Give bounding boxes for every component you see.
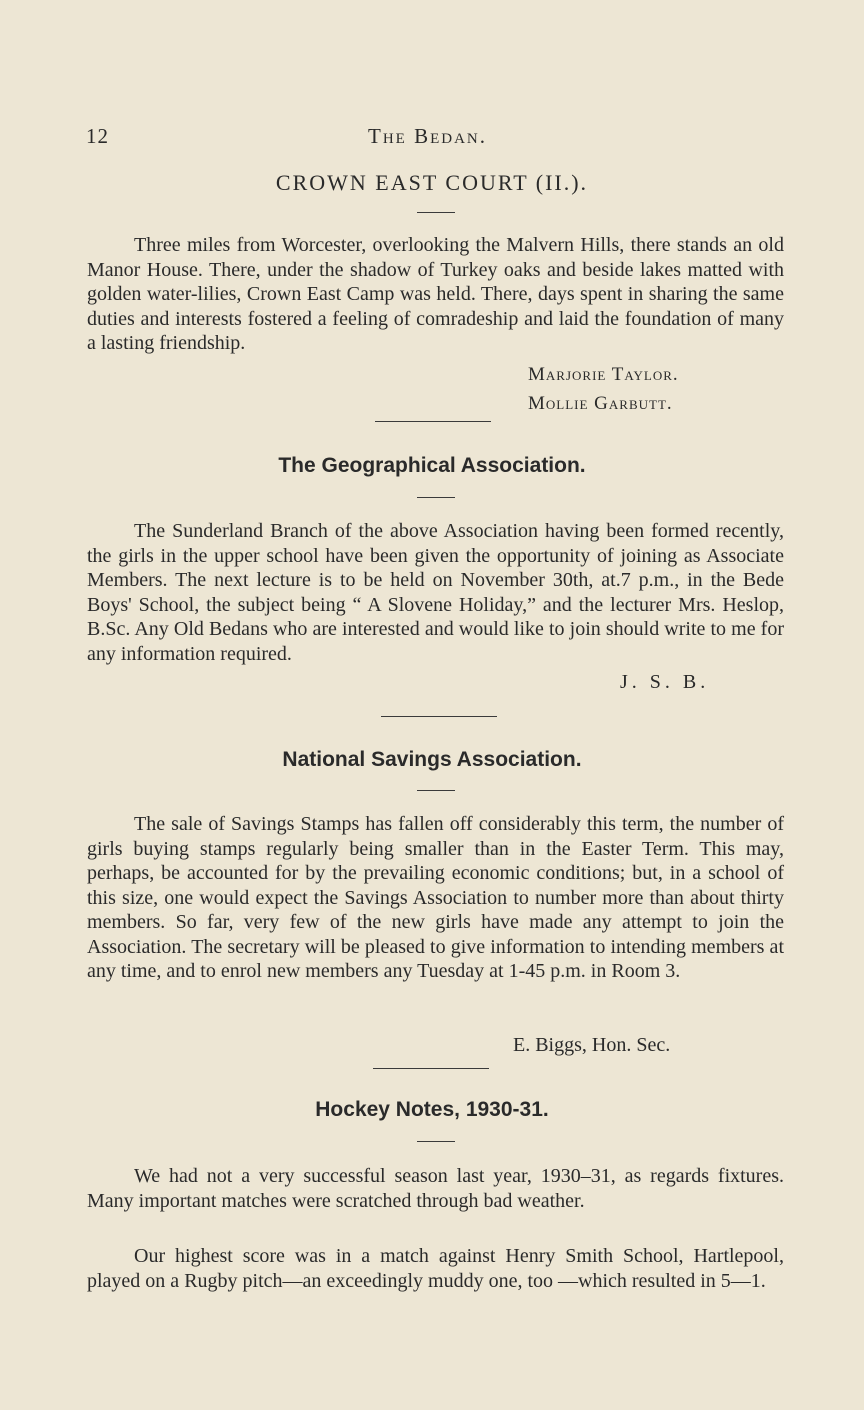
title-rule xyxy=(417,497,455,498)
section-title-crown-east-court: CROWN EAST COURT (II.). xyxy=(275,170,589,195)
journal-title: The Bedan. xyxy=(368,124,487,148)
section-title-hockey-notes: Hockey Notes, 1930-31. xyxy=(315,1098,549,1121)
paragraph-hockey-highest-score: Our highest score was in a match against Henry Smith School, Hartlepool, played on a Rugby pitch—an exceedingly muddy one, too —which resulted in 5—1. xyxy=(87,1245,784,1292)
section-divider xyxy=(373,1068,489,1069)
section-divider xyxy=(381,716,497,717)
title-rule xyxy=(417,790,455,791)
section-title-geographical-association: The Geographical Association. xyxy=(278,454,586,477)
signature-mollie-garbutt: Mollie Garbutt. xyxy=(528,393,673,414)
page-number: 12 xyxy=(86,124,109,148)
signature-e-biggs: E. Biggs, Hon. Sec. xyxy=(513,1034,671,1056)
paragraph-hockey-season: We had not a very successful season last year, 1930–31, as regards fixtures. Many important matches were scratched through bad weather. xyxy=(87,1165,784,1212)
paragraph-geographical-association: The Sunderland Branch of the above Association having been formed recently, the girls in the upper school have been given the opportunity of joining as Associate Members. The next lecture is to be held on November 30th, at.7 p.m., in the Bede Boys' School, the subject being “ A Slovene Holiday,” and the lecturer Mrs. Heslop, B.Sc. Any Old Bedans who are interested and would like to join should write to me for any information required. xyxy=(87,520,784,665)
title-rule xyxy=(417,1141,455,1142)
running-head xyxy=(86,124,786,152)
signature-jsb: J. S. B. xyxy=(620,671,710,693)
section-title-national-savings: National Savings Association. xyxy=(282,748,582,771)
paragraph-national-savings: The sale of Savings Stamps has fallen off considerably this term, the number of girls buying stamps regularly being smaller than in the Easter Term. This may, perhaps, be accounted for by the prevailing economic conditions; but, in a school of this size, one would expect the Savings Association to number more than about thirty members. So far, very few of the new girls have made any attempt to join the Association. The secretary will be pleased to give information to intending members at any time, and to enrol new members any Tuesday at 1-45 p.m. in Room 3. xyxy=(87,813,784,982)
title-rule xyxy=(417,212,455,213)
paragraph-crown-east-court: Three miles from Worcester, overlooking the Malvern Hills, there stands an old Manor House. There, under the shadow of Turkey oaks and beside lakes matted with golden water-lilies, Crown East Camp was held. There, days spent in sharing the same duties and interests fostered a feeling of comradeship and laid the foundation of many a lasting friendship. xyxy=(87,234,784,354)
section-divider xyxy=(375,421,491,422)
signature-marjorie-taylor: Marjorie Taylor. xyxy=(528,364,679,385)
